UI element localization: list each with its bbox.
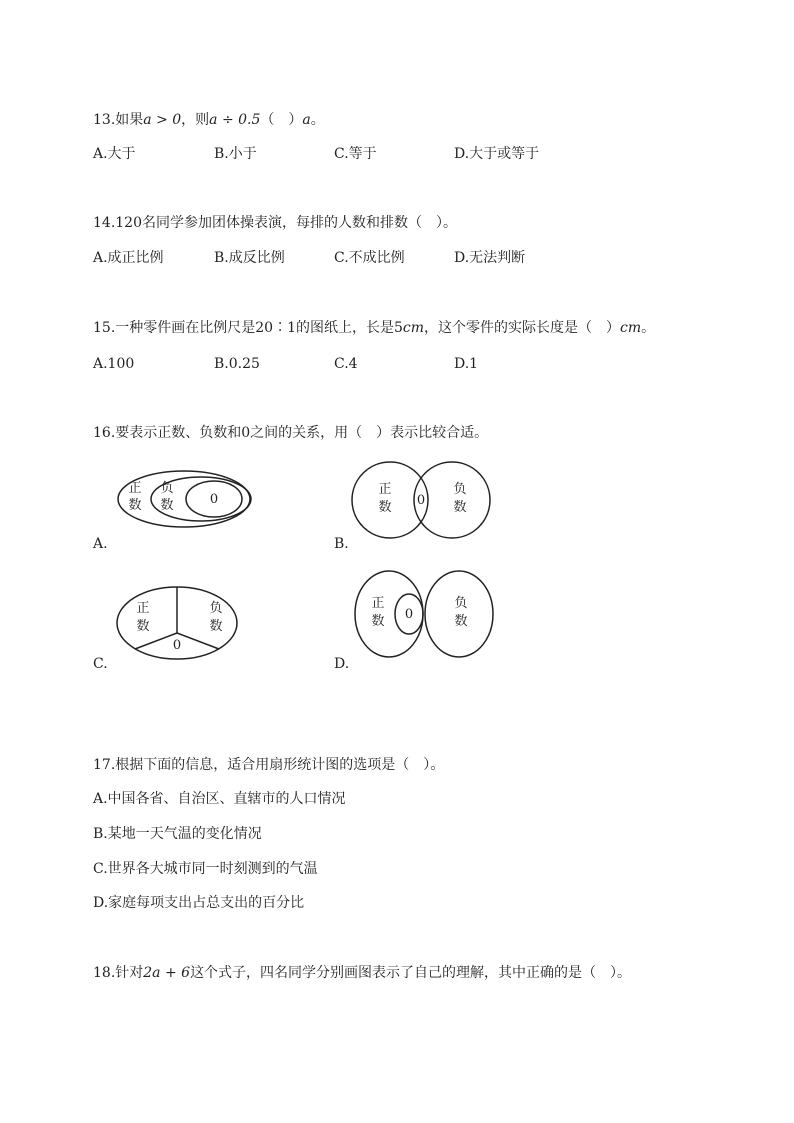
q13-variable: a [302, 112, 311, 128]
question-15 [93, 319, 655, 337]
q13-expression: a ÷ 0.5 [209, 112, 261, 128]
diag-d-negative-bottom: 数 [454, 614, 468, 629]
question-13 [93, 111, 325, 129]
q13-option-a[interactable]: A.大于 [93, 146, 136, 162]
q15-end: 。 [641, 320, 656, 336]
q14-option-c[interactable]: C.不成比例 [334, 250, 405, 266]
diag-a-zero: 0 [209, 492, 219, 507]
diag-b-negative-top: 负 [453, 482, 467, 497]
diagram-c-label[interactable]: C. [93, 656, 108, 672]
q13-mid: ，则 [181, 112, 210, 128]
q14-option-a[interactable]: A.成正比例 [93, 250, 164, 266]
diagram-c[interactable] [115, 585, 240, 665]
diagram-d-label[interactable]: D. [334, 656, 350, 672]
question-17: 17.根据下面的信息，适合用扇形统计图的选项是（ ）。 [93, 757, 445, 773]
diag-a-positive-bottom: 数 [128, 498, 142, 513]
diag-b-zero: 0 [416, 493, 426, 508]
q13-option-d[interactable]: D.大于或等于 [454, 146, 540, 162]
q13-condition: a > 0 [143, 112, 182, 128]
question-14: 14.120名同学参加团体操表演，每排的人数和排数（ ）。 [93, 215, 457, 231]
q15-option-b[interactable]: B.0.25 [214, 356, 260, 372]
diagram-b[interactable] [350, 453, 495, 548]
question-18 [93, 964, 631, 982]
diag-c-positive-bottom: 数 [136, 619, 150, 634]
divider-right [177, 633, 219, 649]
q17-option-a[interactable]: A.中国各省、自治区、直辖市的人口情况 [93, 791, 346, 807]
diag-d-zero: 0 [404, 607, 414, 622]
divider-left [135, 633, 177, 649]
diag-c-negative-top: 负 [209, 601, 223, 616]
q13-end: 。 [310, 112, 325, 128]
q13-blank: （ ） [260, 112, 303, 128]
q18-expression: 2a + 6 [143, 965, 191, 981]
diag-d-negative-top: 负 [454, 596, 468, 611]
diag-c-zero: 0 [172, 638, 182, 653]
q13-option-b[interactable]: B.小于 [214, 146, 257, 162]
diag-d-positive-bottom: 数 [371, 614, 385, 629]
diag-a-negative-top: 负 [160, 481, 174, 496]
q15-unit-1: cm [402, 320, 425, 336]
q15-mid: ，这个零件的实际长度是（ ） [424, 320, 621, 336]
q15-prefix: 15.一种零件画在比例尺是20∶1的图纸上，长是5 [93, 320, 403, 336]
q15-option-c[interactable]: C.4 [334, 356, 358, 372]
q13-option-c[interactable]: C.等于 [334, 146, 377, 162]
q18-suffix: 这个式子，四名同学分别画图表示了自己的理解，其中正确的是（ ）。 [190, 965, 632, 981]
diag-a-positive-top: 正 [128, 481, 142, 496]
negative-circle [414, 462, 490, 538]
diagram-a-label[interactable]: A. [93, 536, 108, 552]
q15-option-a[interactable]: A.100 [93, 356, 135, 372]
q13-prefix: 13.如果 [93, 112, 144, 128]
diag-b-positive-top: 正 [378, 482, 392, 497]
diag-a-negative-bottom: 数 [160, 498, 174, 513]
diag-c-positive-top: 正 [136, 601, 150, 616]
q15-unit-2: cm [620, 320, 642, 336]
q14-option-d[interactable]: D.无法判断 [454, 250, 526, 266]
q15-option-d[interactable]: D.1 [454, 356, 479, 372]
question-16: 16.要表示正数、负数和0之间的关系，用（ ）表示比较合适。 [93, 425, 489, 441]
diagram-a[interactable] [115, 470, 255, 530]
q17-option-b[interactable]: B.某地一天气温的变化情况 [93, 826, 262, 842]
q17-option-c[interactable]: C.世界各大城市同一时刻测到的气温 [93, 861, 318, 877]
q18-prefix: 18.针对 [93, 965, 144, 981]
diag-b-negative-bottom: 数 [453, 500, 467, 515]
q17-option-d[interactable]: D.家庭每项支出占总支出的百分比 [93, 895, 305, 911]
diagram-b-label[interactable]: B. [334, 536, 349, 552]
diag-b-positive-bottom: 数 [378, 500, 392, 515]
q14-option-b[interactable]: B.成反比例 [214, 250, 285, 266]
diag-d-positive-top: 正 [371, 596, 385, 611]
diagram-d[interactable] [353, 569, 498, 659]
diag-c-negative-bottom: 数 [209, 619, 223, 634]
